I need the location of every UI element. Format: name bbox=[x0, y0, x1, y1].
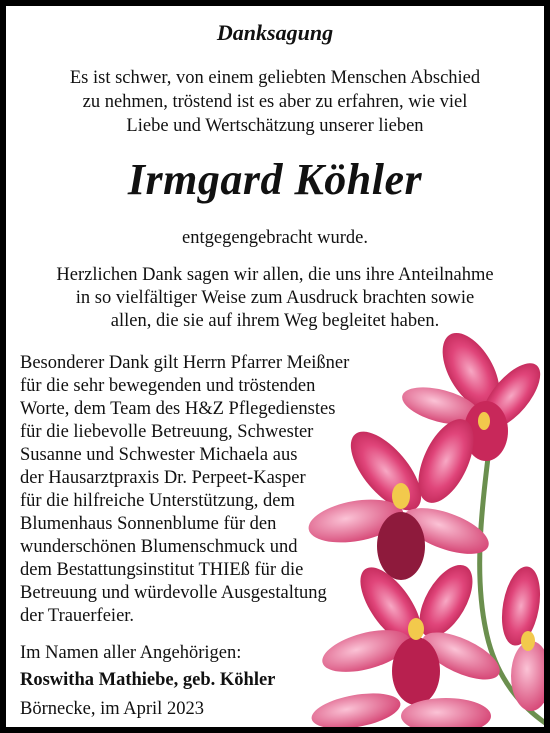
heading: Danksagung bbox=[216, 20, 334, 45]
thanks-line: Herzlichen Dank sagen wir allen, die uns ihre Anteilnahme bbox=[56, 265, 494, 285]
deceased-name: Irmgard Köhler bbox=[127, 155, 423, 204]
signer-name: Roswitha Mathiebe, geb. Köhler bbox=[20, 670, 276, 690]
special-line: wunderschönen Blumenschmuck und bbox=[20, 537, 298, 557]
thanks-text bbox=[20, 264, 530, 333]
special-line: Worte, dem Team des H&Z Pflegedienstes bbox=[20, 399, 336, 419]
special-line: für die liebevolle Betreuung, Schwester bbox=[20, 422, 314, 442]
signoff: Im Namen aller Angehörigen: bbox=[20, 643, 242, 663]
place-date: Börnecke, im April 2023 bbox=[20, 699, 204, 719]
special-line: der Hausarztpraxis Dr. Perpeet-Kasper bbox=[20, 468, 306, 488]
thanks-line: allen, die sie auf ihrem Weg begleitet haben. bbox=[110, 311, 440, 331]
orchid-flower-top bbox=[398, 331, 550, 461]
special-line: Blumenhaus Sonnenblume für den bbox=[20, 514, 277, 534]
special-line: Betreuung und würdevolle Ausgestaltung bbox=[20, 583, 327, 603]
special-line: Besonderer Dank gilt Herrn Pfarrer Meißner bbox=[20, 353, 350, 373]
orchid-flower-right bbox=[496, 563, 550, 711]
thanks-line: in so vielfältiger Weise zum Ausdruck brachten sowie bbox=[75, 288, 475, 308]
after-name-text: entgegengebracht wurde. bbox=[182, 228, 368, 248]
special-line: Susanne und Schwester Michaela aus bbox=[20, 445, 298, 465]
special-line: dem Bestattungsinstitut THIEß für die bbox=[20, 560, 304, 580]
intro-text bbox=[26, 66, 524, 138]
special-line: der Trauerfeier. bbox=[20, 606, 135, 626]
special-line: für die hilfreiche Unterstützung, dem bbox=[20, 491, 295, 511]
special-line: für die sehr bewegenden und tröstenden bbox=[20, 376, 316, 396]
intro-line: zu nehmen, tröstend ist es aber zu erfahren, wie viel bbox=[82, 92, 468, 112]
intro-line: Liebe und Wertschätzung unserer lieben bbox=[126, 116, 424, 136]
intro-line: Es ist schwer, von einem geliebten Menschen Abschied bbox=[69, 68, 481, 88]
special-thanks-text bbox=[20, 352, 420, 628]
